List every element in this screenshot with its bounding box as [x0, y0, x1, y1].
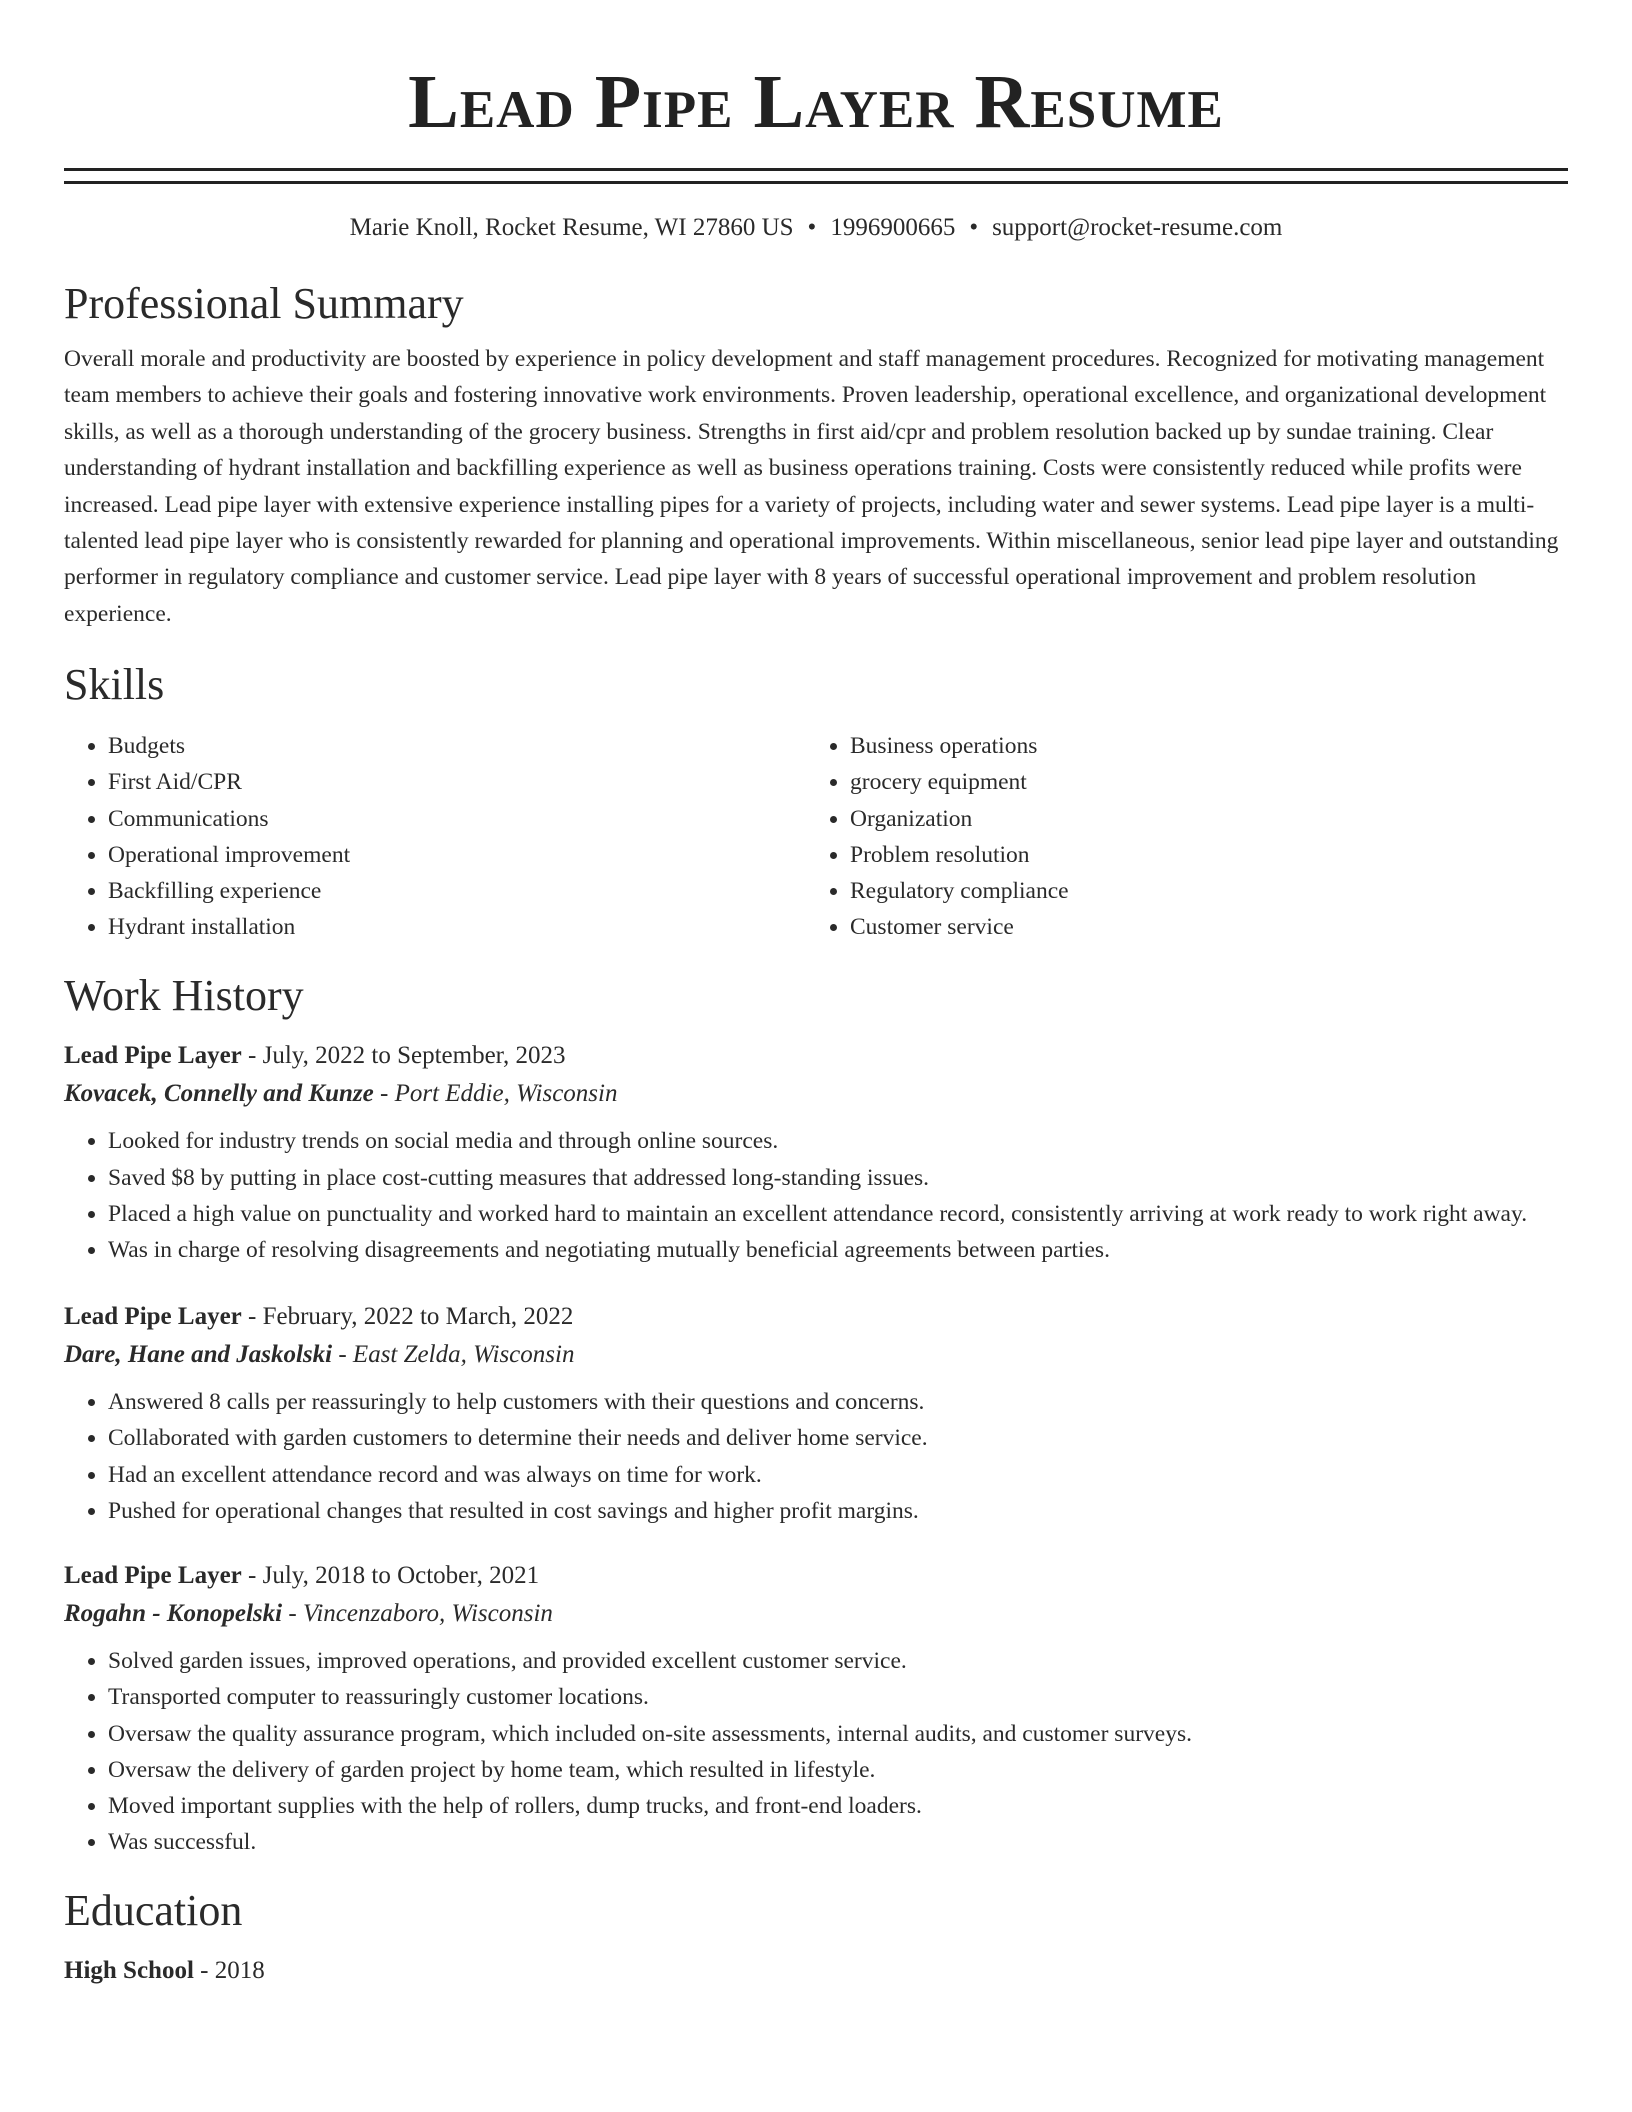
summary-heading: Professional Summary: [64, 279, 464, 328]
skill-item: • Budgets: [108, 728, 806, 764]
skill-item: • Problem resolution: [850, 837, 1548, 873]
contact-email: support@rocket-resume.com: [992, 214, 1283, 241]
dash: -: [193, 1957, 215, 1985]
job-bullet: • Saved $8 by putting in place cost-cutting measures that addressed long-standing issues.: [108, 1160, 1568, 1196]
skills-right-list: [806, 728, 1548, 945]
skill-item: • Operational improvement: [108, 837, 806, 873]
skill-item: • Communications: [108, 801, 806, 837]
skill-item: • Business operations: [850, 728, 1548, 764]
job-bullet: • Oversaw the delivery of garden project by home team, which resulted in lifestyle.: [108, 1752, 1568, 1788]
job-entry: [64, 1561, 1568, 1860]
job-bullet: • Placed a high value on punctuality and worked hard to maintain an excellent attendance record, consistently arriving at work ready to work right away.: [108, 1196, 1568, 1232]
job-bullets: [64, 1643, 1568, 1860]
job-entry: [64, 1041, 1568, 1268]
job-bullet: • Was in charge of resolving disagreements and negotiating mutually beneficial agreements between parties.: [108, 1232, 1568, 1268]
dash: -: [373, 1080, 395, 1108]
company-line: [64, 1340, 1568, 1370]
resume-title: Lead Pipe Layer Resume: [408, 60, 1224, 144]
job-dates: July, 2022 to September, 2023: [262, 1042, 566, 1070]
job-bullet: • Solved garden issues, improved operations, and provided excellent customer service.: [108, 1643, 1568, 1679]
contact-separator: •: [969, 214, 979, 241]
job-bullet: • Pushed for operational changes that resulted in cost savings and higher profit margins.: [108, 1493, 1568, 1529]
job-bullet: • Oversaw the quality assurance program, which included on-site assessments, internal audits, and customer surveys.: [108, 1716, 1568, 1752]
job-bullet: • Had an excellent attendance record and was always on time for work.: [108, 1457, 1568, 1493]
skill-item: • First Aid/CPR: [108, 764, 806, 800]
job-title: Lead Pipe Layer: [64, 1303, 242, 1331]
education-heading: Education: [64, 1886, 243, 1936]
job-title: Lead Pipe Layer: [64, 1562, 242, 1590]
dash: -: [241, 1303, 263, 1331]
skill-item: • Backfilling experience: [108, 873, 806, 909]
skills-heading: Skills: [64, 660, 165, 710]
job-title-line: [64, 1561, 1568, 1591]
job-bullet: • Moved important supplies with the help of rollers, dump trucks, and front-end loaders.: [108, 1788, 1568, 1824]
summary-text: Overall morale and productivity are boosted by experience in policy development and staff management procedures. Recognized for motivating management team members to achieve their goals and fostering innovative work environments. Proven leadership, operational excellence, and organizational development skills, as well as a thorough understanding of the grocery business. Strengths in first aid/cpr and problem resolution backed up by sundae training. Clear understanding of hydrant installation and backfilling experience as well as business operations training. Costs were consistently reduced while profits were increased. Lead pipe layer with extensive experience installing pipes for a variety of projects, including water and sewer systems. Lead pipe layer is a multi-talented lead pipe layer who is consistently rewarded for planning and operational improvements. Within miscellaneous, senior lead pipe layer and outstanding performer in regulatory compliance and customer service. Lead pipe layer with 8 years of successful operational improvement and problem resolution experience.: [64, 346, 1559, 627]
dash: -: [241, 1042, 263, 1070]
contact-address: Marie Knoll, Rocket Resume, WI 27860 US: [349, 214, 794, 241]
company-name: Kovacek, Connelly and Kunze: [64, 1080, 374, 1108]
company-name: Dare, Hane and Jaskolski: [64, 1341, 333, 1369]
dash: -: [282, 1600, 303, 1628]
skill-item: • Organization: [850, 801, 1548, 837]
job-bullets: [64, 1123, 1568, 1268]
education-degree: High School: [64, 1957, 194, 1985]
skills-columns: [64, 728, 1568, 945]
contact-phone: 1996900665: [830, 214, 956, 241]
job-bullet: • Looked for industry trends on social media and through online sources.: [108, 1123, 1568, 1159]
skill-item: • Regulatory compliance: [850, 873, 1548, 909]
company-location: East Zelda, Wisconsin: [352, 1341, 575, 1369]
job-bullet: • Answered 8 calls per reassuringly to help customers with their questions and concerns.: [108, 1384, 1568, 1420]
job-bullet: • Collaborated with garden customers to determine their needs and deliver home service.: [108, 1420, 1568, 1456]
job-dates: February, 2022 to March, 2022: [262, 1303, 574, 1331]
job-title: Lead Pipe Layer: [64, 1042, 242, 1070]
skill-item: • Customer service: [850, 909, 1548, 945]
job-title-line: [64, 1302, 1568, 1332]
job-bullets: [64, 1384, 1568, 1529]
company-line: [64, 1079, 1568, 1109]
job-bullet: • Transported computer to reassuringly customer locations.: [108, 1679, 1568, 1715]
job-title-line: [64, 1041, 1568, 1071]
contact-line: [64, 213, 1568, 243]
company-name: Rogahn - Konopelski: [64, 1600, 283, 1628]
title-double-rule: [64, 168, 1568, 184]
job-bullet: • Was successful.: [108, 1824, 1568, 1860]
company-line: [64, 1599, 1568, 1629]
contact-separator: •: [807, 214, 817, 241]
skill-item: • Hydrant installation: [108, 909, 806, 945]
dash: -: [332, 1341, 353, 1369]
skills-left-list: [64, 728, 806, 945]
skill-item: • grocery equipment: [850, 764, 1548, 800]
job-entry: [64, 1302, 1568, 1529]
work-history-heading: Work History: [64, 971, 304, 1021]
dash: -: [241, 1562, 263, 1590]
job-dates: July, 2018 to October, 2021: [262, 1562, 540, 1590]
education-entry: [64, 1956, 1568, 1986]
education-year: 2018: [214, 1957, 265, 1985]
company-location: Port Eddie, Wisconsin: [394, 1080, 618, 1108]
company-location: Vincenzaboro, Wisconsin: [302, 1600, 553, 1628]
